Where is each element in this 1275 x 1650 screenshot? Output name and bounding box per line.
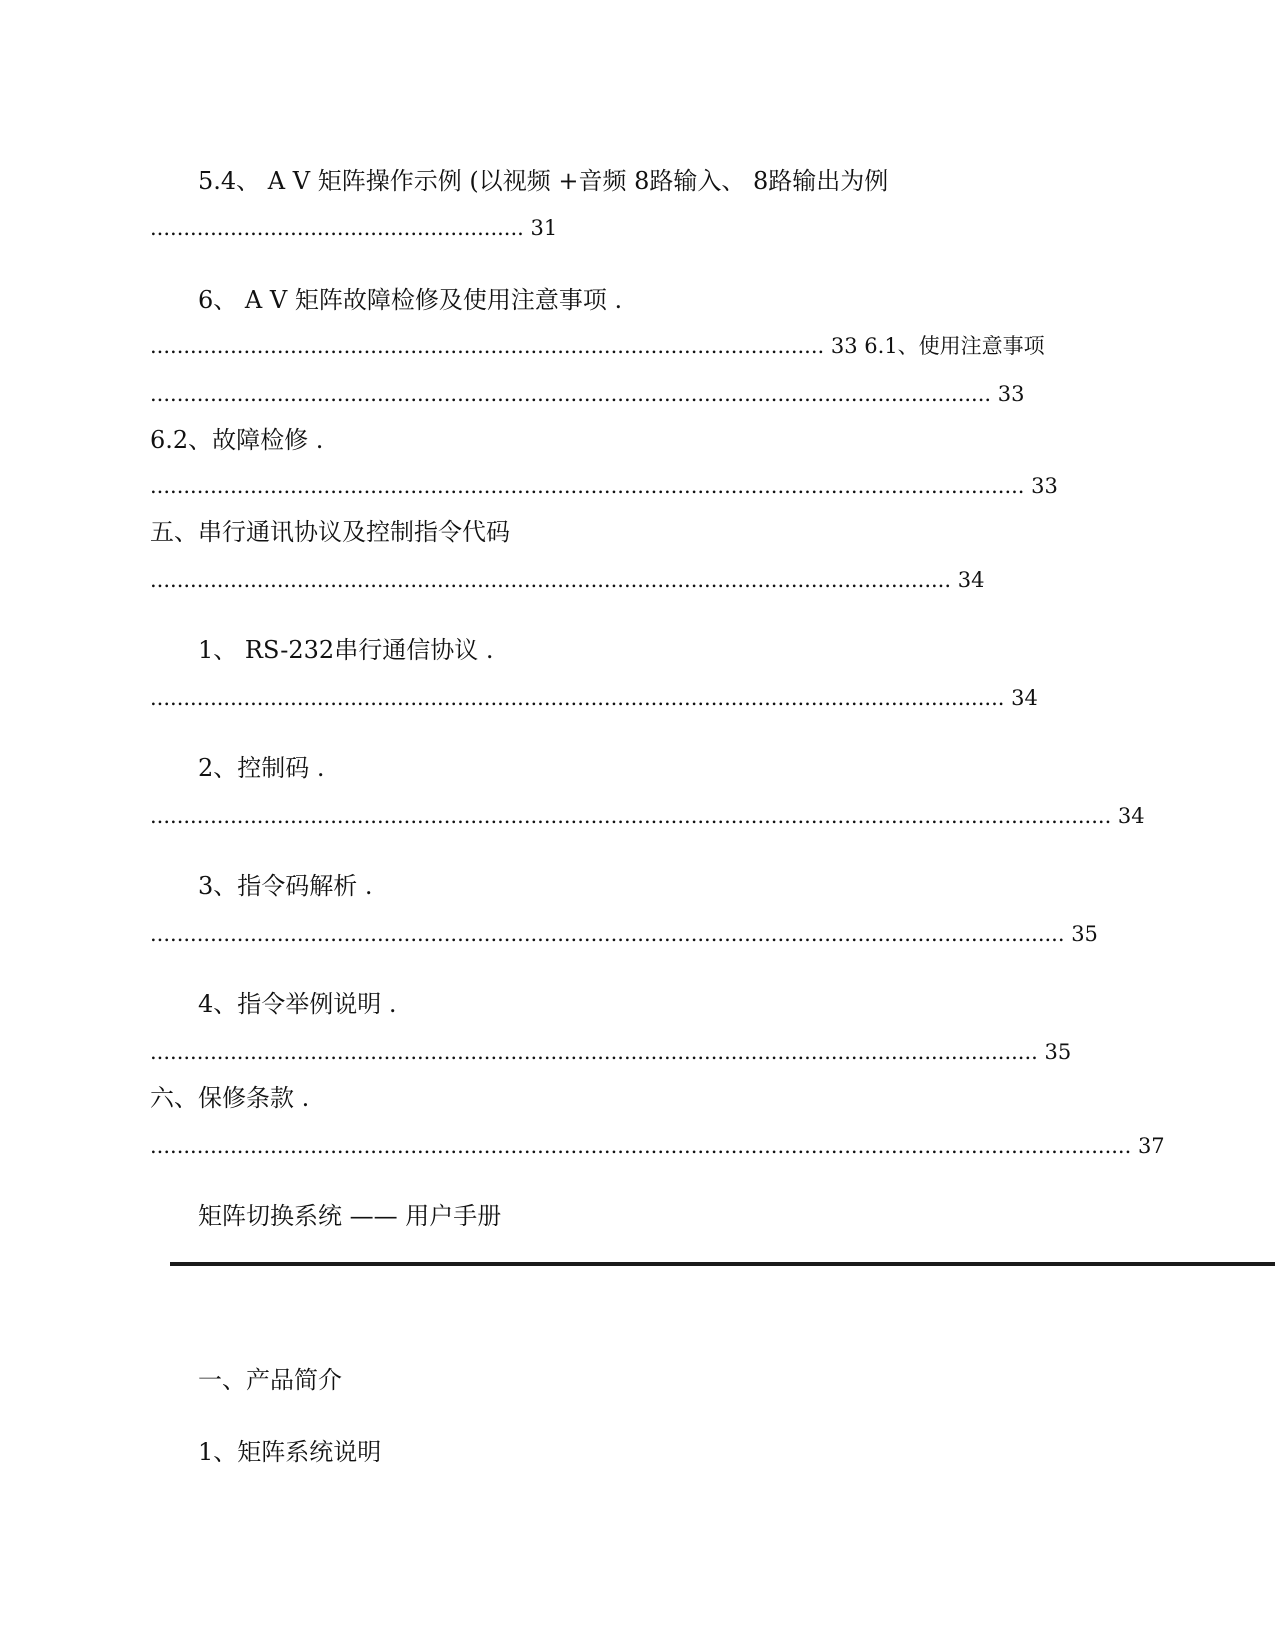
toc-entry-6-leader: ..................................................................................................... 33 6.1、使用注意事项 <box>150 334 1045 358</box>
toc-entry-5-4-leader: ........................................................ 31 <box>150 216 558 240</box>
toc-entry-5-4b-title: 4、指令举例说明 . <box>198 990 397 1018</box>
toc-entry-6-1-leader: .............................................................................................................................. 33 <box>150 382 1025 406</box>
toc-entry-6-2-leader: ................................................................................................................................... 33 <box>150 474 1058 498</box>
toc-entry-6b-title: 六、保修条款 . <box>150 1084 310 1112</box>
toc-entry-6b-leader: ................................................................................................................................................... 37 <box>150 1134 1165 1158</box>
toc-entry-5-2-leader: ................................................................................................................................................ 34 <box>150 804 1145 828</box>
toc-entry-5-title: 五、串行通讯协议及控制指令代码 <box>150 518 510 546</box>
section-heading: 一、产品简介 <box>198 1366 342 1394</box>
toc-entry-5-4b-leader: ..................................................................................................................................... 35 <box>150 1040 1072 1064</box>
toc-entry-5-1-title: 1、 RS-232串行通信协议 . <box>198 636 494 664</box>
subsection-heading: 1、矩阵系统说明 <box>198 1438 382 1466</box>
running-header-title: 矩阵切换系统 —— 用户手册 <box>198 1202 502 1230</box>
toc-entry-5-4-title: 5.4、 A V 矩阵操作示例 (以视频 +音频 8路输入、 8路输出为例 <box>198 167 889 195</box>
toc-entry-5-leader: ........................................................................................................................ 34 <box>150 568 985 592</box>
toc-entry-5-2-title: 2、控制码 . <box>198 754 325 782</box>
header-rule <box>170 1262 1275 1266</box>
toc-entry-5-1-leader: ................................................................................................................................ 34 <box>150 686 1038 710</box>
toc-entry-6-2-title: 6.2、故障检修 . <box>150 426 324 454</box>
toc-entry-6-title: 6、 A V 矩阵故障检修及使用注意事项 . <box>198 286 623 314</box>
toc-entry-5-3-leader: ......................................................................................................................................... 35 <box>150 922 1098 946</box>
toc-entry-5-3-title: 3、指令码解析 . <box>198 872 373 900</box>
